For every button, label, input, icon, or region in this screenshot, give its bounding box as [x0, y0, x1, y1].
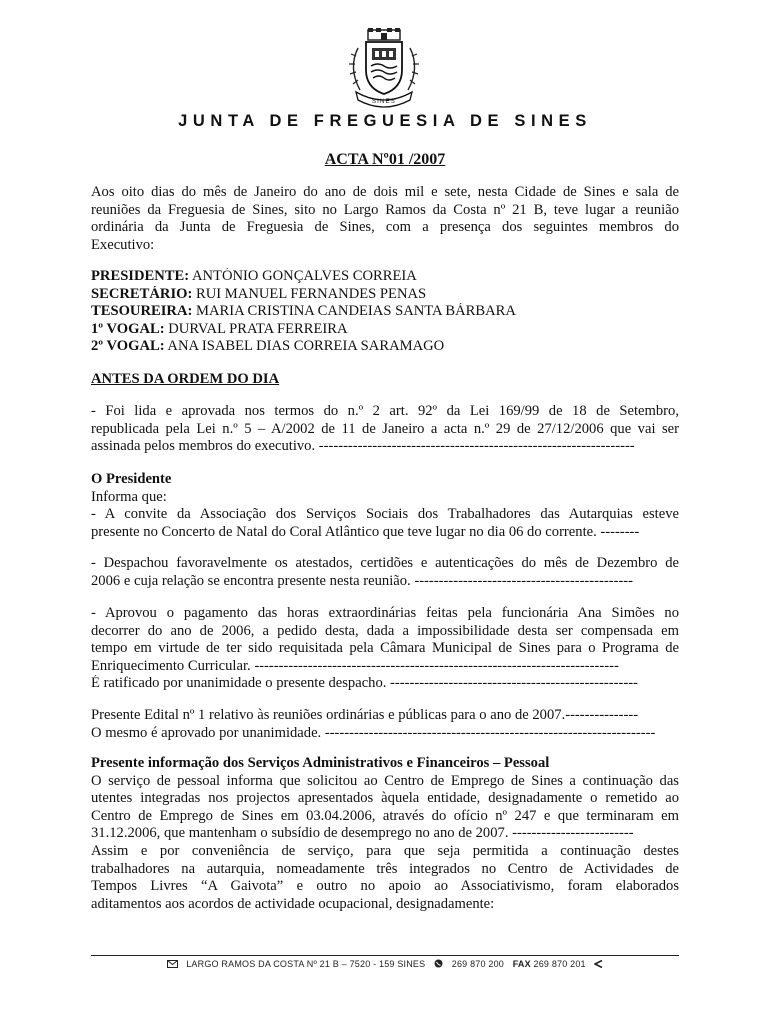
- personnel-line: trabalhadores na autarquia, nomeadamente três integrados no Centro de Actividades de: [91, 860, 679, 877]
- approval-line: - Foi lida e aprovada nos termos do n.º 2 art. 92º da Lei 169/99 de 18 de Setembro,: [91, 403, 679, 419]
- member-role: SECRETÁRIO:: [91, 285, 193, 302]
- approval-paragraph: [91, 403, 679, 456]
- member-role: TESOUREIRA:: [91, 303, 193, 320]
- personnel-line: utentes integradas nos projectos apresentados àquela entidade, designadamente o remetido ao: [91, 790, 679, 807]
- personnel-line: Centro de Emprego de Sines em 03.04.2006, através do ofício nº 247 e que terminaram em: [91, 807, 679, 824]
- personnel-heading: Presente informação dos Serviços Administrativos e Financeiros – Pessoal: [91, 755, 550, 771]
- member-name: RUI MANUEL FERNANDES PENAS: [192, 285, 427, 302]
- footer-fax: 269 870 201: [533, 959, 586, 969]
- president-item-line: decorrer do ano de 2006, a pedido desta, dada a impossibilidade desta ser compensada em: [91, 622, 679, 639]
- president-item-line: 2006 e cuja relação se encontra presente nesta reunião. ---------------------------------------------: [91, 572, 634, 589]
- president-item-line: presente no Concerto de Natal do Coral Atlântico que teve lugar no dia 06 do corrente. --------: [91, 523, 640, 540]
- intro-line: Aos oito dias do mês de Janeiro do ano de dois mil e sete, nesta Cidade de Sines e sala de: [91, 184, 679, 200]
- organization-name: JUNTA DE FREGUESIA DE SINES: [178, 112, 592, 130]
- member-secretary: [91, 286, 679, 304]
- member-vogal-2: [91, 338, 679, 356]
- phone-icon: [434, 959, 443, 970]
- member-president: [91, 268, 679, 286]
- footer-address: LARGO RAMOS DA COSTA Nº 21 B – 7520 - 159 SINES: [186, 959, 426, 969]
- footer-divider: [91, 955, 679, 956]
- footer-fax-label: FAX: [512, 959, 531, 969]
- member-name: MARIA CRISTINA CANDEIAS SANTA BÁRBARA: [192, 303, 516, 320]
- personnel-line: Assim e por conveniência de serviço, para que seja permitida a continuação destes: [91, 842, 679, 859]
- president-heading: O Presidente: [91, 471, 172, 487]
- president-item-line: É ratificado por unanimidade o presente despacho. ---------------------------------------------------: [91, 675, 638, 692]
- edital-line: Presente Edital nº 1 relativo às reuniões ordinárias e públicas para o ano de 2007.---------------: [91, 707, 639, 723]
- section-heading: ANTES DA ORDEM DO DIA: [91, 371, 280, 387]
- member-vogal-1: [91, 321, 679, 339]
- member-name: DURVAL PRATA FERREIRA: [164, 320, 348, 337]
- member-name: ANTÓNIO GONÇALVES CORREIA: [189, 268, 417, 284]
- president-item-line: - Despachou favoravelmente os atestados, certidões e autenticações do mês de Dezembro de: [91, 555, 679, 571]
- edital-paragraph: [91, 707, 679, 742]
- members-list: [91, 268, 679, 356]
- president-item-line: Enriquecimento Curricular. ---------------------------------------------------------------------------: [91, 657, 619, 674]
- personnel-section: [91, 755, 679, 913]
- president-item-line: - Aprovou o pagamento das horas extraordinárias feitas pela funcionária Ana Simões no: [91, 605, 679, 621]
- approval-line: republicada pela Lei n.º 5 – A/2002 de 11 de Janeiro a acta n.º 29 de 27/12/2006 que vai ser: [91, 420, 679, 437]
- intro-line: reuniões da Freguesia de Sines, sito no Largo Ramos da Costa nº 21 B, teve lugar a reunião: [91, 201, 679, 218]
- crest-ribbon-text: SINES: [371, 99, 397, 105]
- approval-line: assinada pelos membros do executivo. -----------------------------------------------------------------: [91, 438, 635, 455]
- president-informs: Informa que:: [91, 488, 167, 505]
- president-section: [91, 471, 679, 541]
- envelope-icon: [167, 960, 178, 970]
- intro-line: Executivo:: [91, 236, 155, 253]
- president-item-3: [91, 605, 679, 693]
- president-item-line: - A convite da Associação dos Serviços Sociais dos Trabalhadores das Autarquias esteve: [91, 506, 679, 523]
- member-name: ANA ISABEL DIAS CORREIA SARAMAGO: [164, 338, 445, 355]
- personnel-line: Tempos Livres “A Gaivota” e outro no apoio ao Associativismo, foram elaborados: [91, 878, 679, 895]
- intro-paragraph: [91, 184, 679, 254]
- footer-phone: 269 870 200: [451, 959, 504, 969]
- edital-line: O mesmo é aprovado por unanimidade. --------------------------------------------------------------------: [91, 724, 656, 741]
- coat-of-arms-logo: [338, 28, 430, 110]
- fax-icon: [594, 960, 603, 970]
- president-item-line: tempo em virtude de ter sido requisitada pela Câmara Municipal de Sines para o Programa de: [91, 640, 679, 657]
- intro-line: ordinária da Junta de Freguesia de Sines, com a presença dos seguintes membros do: [91, 219, 679, 236]
- president-item-2: [91, 555, 679, 590]
- member-role: 1º VOGAL:: [91, 320, 165, 337]
- personnel-line: aditamentos aos acordos de actividade ocupacional, designadamente:: [91, 895, 495, 912]
- personnel-line: O serviço de pessoal informa que solicitou ao Centro de Emprego de Sines a continuação das: [91, 772, 679, 789]
- member-role: PRESIDENTE:: [91, 268, 190, 284]
- document-title: ACTA Nº01 /2007: [324, 151, 446, 168]
- member-treasurer: [91, 303, 679, 321]
- personnel-line: 31.12.2006, que mantenham o subsídio de desemprego no ano de 2007. -------------------------: [91, 825, 634, 842]
- member-role: 2º VOGAL:: [91, 338, 165, 355]
- footer: [0, 959, 770, 970]
